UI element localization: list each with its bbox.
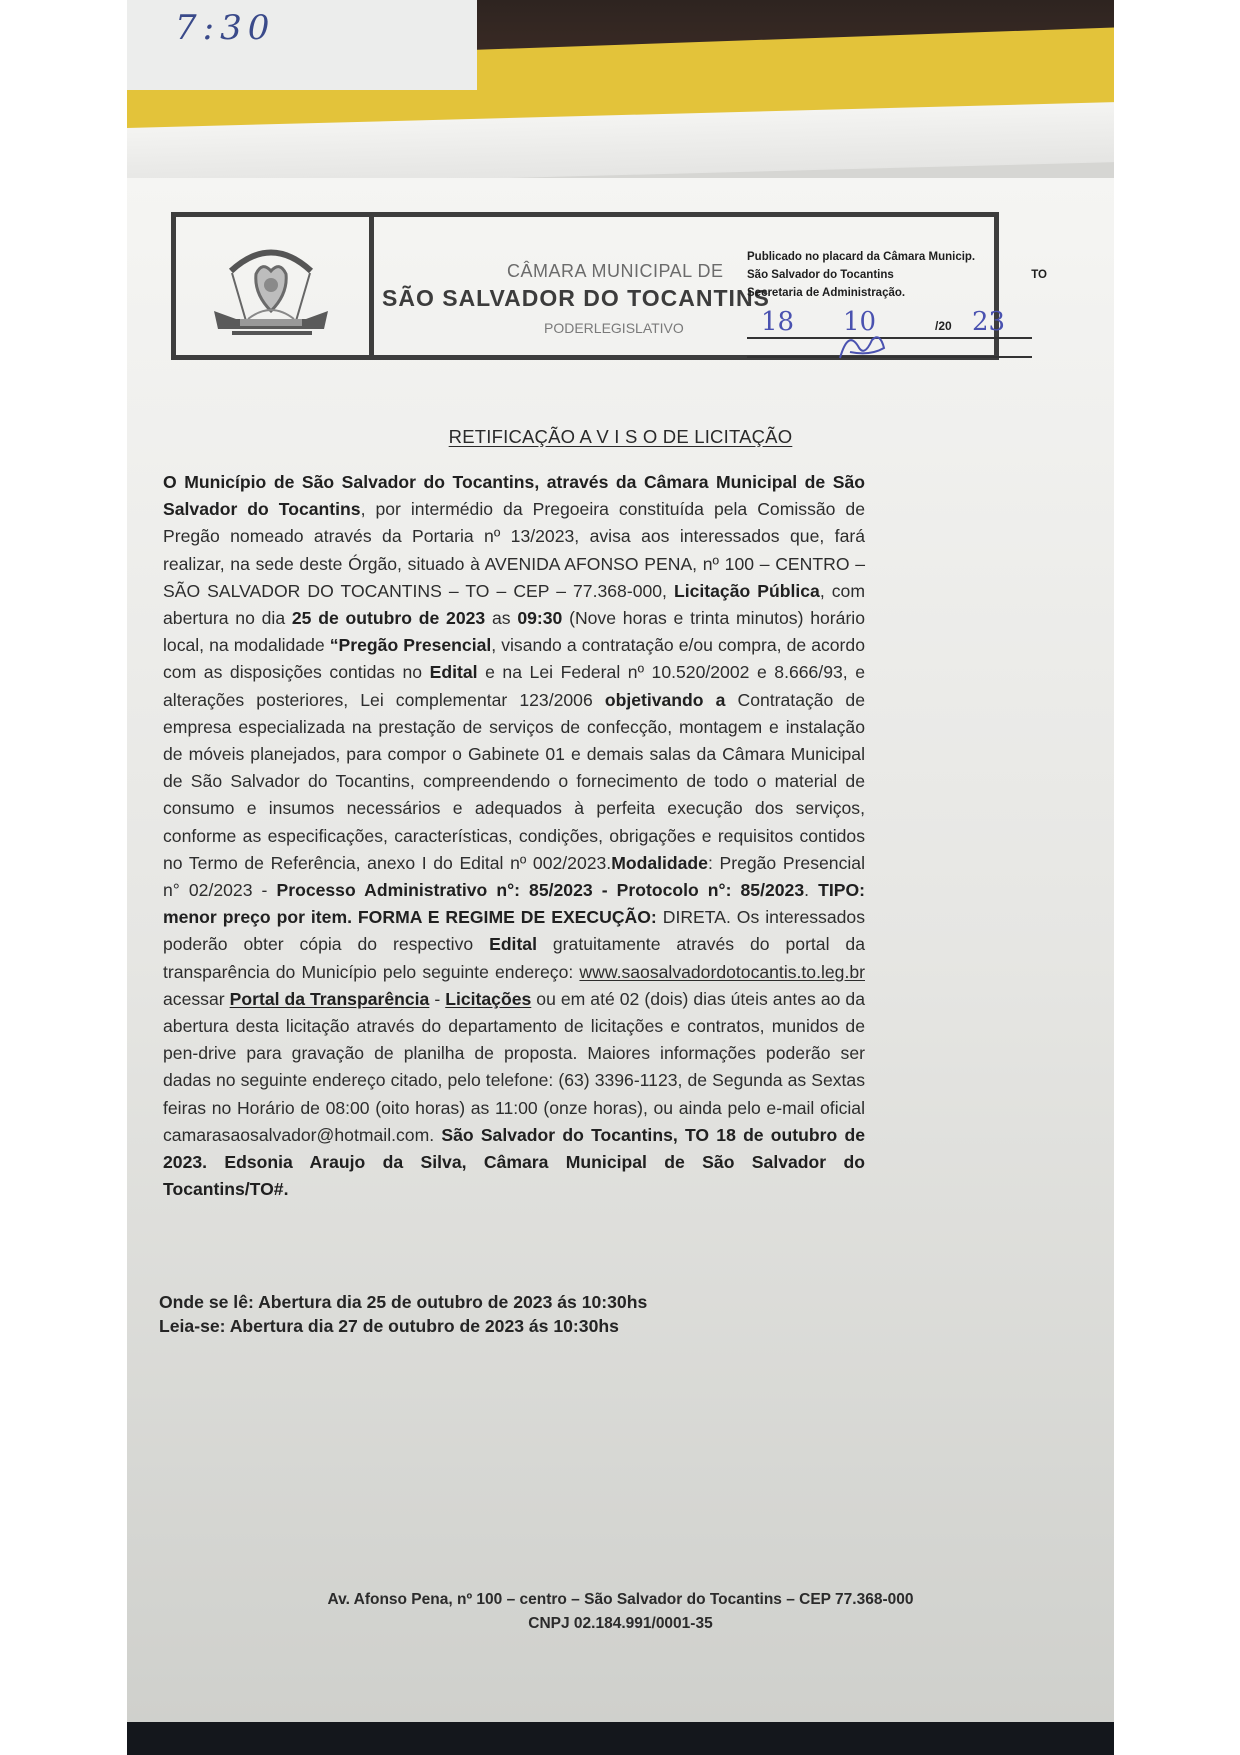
- stamp-year-suffix: 23: [972, 307, 1006, 337]
- onde-se-le: Onde se lê: Abertura dia 25 de outubro de 2023 ás 10:30hs: [159, 1292, 648, 1312]
- correction-block: [159, 1290, 647, 1338]
- document-title: RETIFICAÇÃO A V I S O DE LICITAÇÃO: [448, 426, 793, 447]
- licitacoes-link[interactable]: Licitações: [445, 988, 532, 1009]
- portal-transparencia-link[interactable]: Portal da Transparência: [229, 988, 430, 1009]
- footer-cnpj: CNPJ 02.184.991/0001-35: [528, 1615, 713, 1632]
- stamp-day: 18: [761, 307, 795, 337]
- stamp-line-2: São Salvador do Tocantins TO: [747, 269, 1047, 281]
- note-paper: [127, 0, 477, 90]
- publication-stamp: [747, 248, 1047, 302]
- notice-body: O Município de São Salvador do Tocantins, através da Câmara Municipal de São Salvador do Tocantins, por intermédio da Pregoeira constituída pela Comissão de Pregão nomeado através da Portaria nº 13/2023, avisa aos interessados que, fará realizar, na sede deste Órgão, situado à AVENIDA AFONSO PENA, nº 100 – CENTRO – SÃO SALVADOR DO TOCANTINS – TO – CEP – 77.368-000, Licitação Pública, com abertura no dia 25 de outubro de 2023 as 09:30 (Nove horas e trinta minutos) horário local, na modalidade “Pregão Presencial, visando a contratação e/ou compra, de acordo com as disposições contidas no Edital e na Lei Federal nº 10.520/2002 e 8.666/93, e alterações posteriores, Lei complementar 123/2006 objetivando a Contratação de empresa especializada na prestação de serviços de confecção, montagem e instalação de móveis planejados, para compor o Gabinete 01 e demais salas da Câmara Municipal de São Salvador do Tocantins, compreendendo o fornecimento de todo o material de consumo e insumos necessários e adequados à perfeita execução dos serviços, conforme as especificações, características, condições, obrigações e requisitos contidos no Termo de Referência, anexo I do Edital nº 002/2023.Modalidade: Pregão Presencial n° 02/2023 - Processo Administrativo n°: 85/2023 - Protocolo n°: 85/2023. TIPO: menor preço por item. FORMA E REGIME DE EXECUÇÃO: DIRETA. Os interessados poderão obter cópia do respectivo Edital gratuitamente através do portal da transparência do Município pelo seguinte endereço: www.saosalvadordotocantis.to.leg.br acessar Portal da Transparência - Licitações ou em até 02 (dois) dias úteis antes ao da abertura desta licitação através do departamento de licitações e contratos, munidos de pen-drive para gravação de planilha de proposta. Maiores informações poderão ser dadas no seguinte endereço citado, pelo telefone: (63) 3396-1123, de Segunda as Sextas feiras no Horário de 08:00 (oito horas) as 11:00 (onze horas), ou ainda pelo e-mail oficial camarasaosalvador@hotmail.com. São Salvador do Tocantins, TO 18 de outubro de 2023. Edsonia Araujo da Silva, Câmara Municipal de São Salvador do Tocantins/TO#.: [163, 472, 866, 1200]
- document-sheet: [127, 178, 1114, 1726]
- dark-surface: [127, 1722, 1114, 1755]
- page-footer: [127, 1588, 1114, 1636]
- stamp-line-1: Publicado no placard da Câmara Municip.: [747, 251, 976, 263]
- stamp-month: 10: [843, 307, 877, 337]
- handwritten-time-note: 7:30: [175, 8, 276, 48]
- document-photo: [127, 0, 1114, 1755]
- leia-se: Leia-se: Abertura dia 27 de outubro de 2023 ás 10:30hs: [159, 1316, 619, 1336]
- stamp-signature-line: [747, 356, 1032, 358]
- signature-icon: [830, 328, 890, 368]
- stamp-line-3: Secretaria de Administração.: [747, 287, 906, 299]
- branch-label: PODERLEGISLATIVO: [544, 320, 684, 336]
- municipal-coat-of-arms-icon: [196, 229, 346, 339]
- stamp-year-prefix: /20: [935, 319, 952, 333]
- transparency-url-link[interactable]: www.saosalvadordotocantis.to.leg.br: [579, 961, 865, 982]
- camara-label: CÂMARA MUNICIPAL DE: [507, 261, 724, 281]
- city-label: SÃO SALVADOR DO TOCANTINS: [382, 285, 770, 311]
- footer-address: Av. Afonso Pena, nº 100 – centro – São Salvador do Tocantins – CEP 77.368-000: [327, 1591, 914, 1608]
- logo-cell: [176, 217, 374, 355]
